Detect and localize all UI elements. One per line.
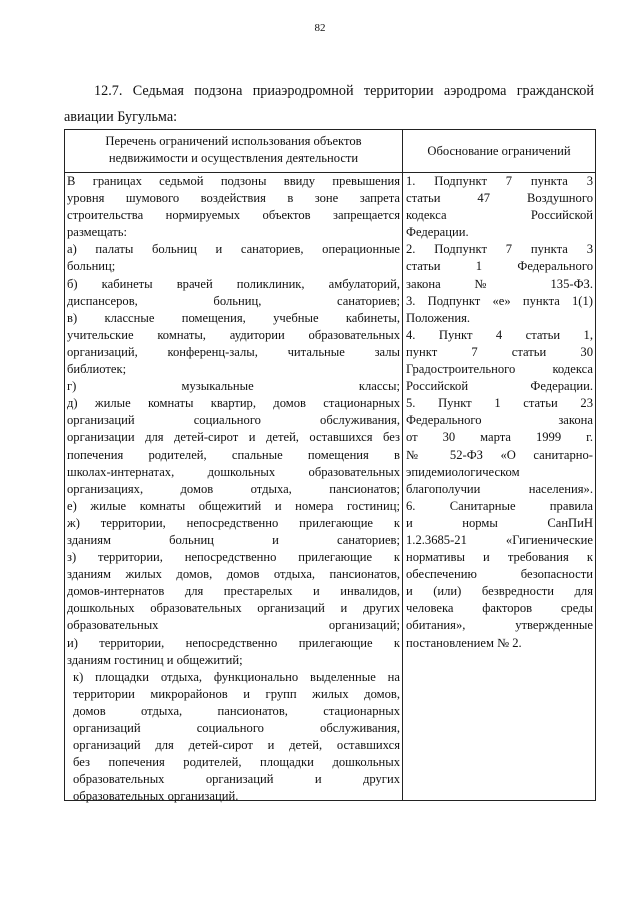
text-line: человека факторов среды [406,601,593,616]
text-line: организаций социального обслуживания, [67,413,400,428]
text-line: Федерации. [406,225,469,240]
text-line: без попечения родителей, площадки дошкольных [73,755,400,770]
page-number: 82 [314,22,326,34]
text-line: образовательных организаций; [67,618,400,633]
text-line: и нормы СанПиН [406,515,593,530]
text-line: д) жилые комнаты квартир, домов стационарных [67,396,400,411]
text-line: Федерального закона [406,413,593,428]
text-line: 4. Пункт 4 статьи 1, [406,327,593,342]
left-lines-block [67,173,400,669]
text-line: от 30 марта 1999 г. [406,430,593,445]
right-lines-block [406,173,593,652]
text-line: зданиям жилых домов, домов отдыха, пансионатов, [67,567,400,582]
text-line: з) территории, непосредственно прилегающие к [67,550,400,565]
text-line: 6. Санитарные правила [406,498,593,513]
text-line: зданиям гостиниц и общежитий; [67,652,243,667]
text-line: строительства нормируемых объектов запрещается [67,208,400,223]
text-line: обеспечению безопасности [406,567,593,582]
justification-cell [406,173,593,652]
text-line: образовательных организаций. [73,789,239,804]
text-line: Положения. [406,310,471,325]
text-line: организаций социального обслуживания, [73,721,400,735]
text-line: 3. Подпункт «е» пункта 1(1) [406,293,593,308]
text-line: статьи 1 Федерального [406,259,593,274]
text-line: диспансеров, больниц, санаториев; [67,293,400,308]
text-line: эпидемиологическом [406,464,520,479]
text-line: пункт 7 статьи 30 [406,344,593,359]
header-restrictions-list: Перечень ограничений использования объектов недвижимости и осуществления деятельности [105,134,362,165]
text-line: 1.2.3685-21 «Гигиенические [406,532,593,547]
text-line: Градостроительного кодекса [406,362,593,377]
text-line: учительские комнаты, аудитории образовательных [67,327,400,342]
text-line: и) территории, непосредственно прилегающие к [67,635,400,650]
text-line: образовательных организаций и других [73,772,400,787]
text-line: б) кабинеты врачей поликлиник, амбулаторий, [67,276,400,291]
text-line: г) музыкальные классы; [67,379,400,394]
text-line: закона № 135-ФЗ. [406,276,593,291]
text-line: благополучии населения». [406,481,593,496]
text-line: к) площадки отдыха, функционально выделенные на [73,669,400,684]
text-line: зданиям больниц и санаториев; [67,532,400,547]
text-line: дошкольных образовательных организаций и других [67,601,400,616]
text-line: школах-интернатах, дошкольных образовательных [67,464,400,479]
text-line: организаций, конференц-залы, читальные залы [67,344,400,359]
text-line: библиотек; [67,362,127,377]
text-line: организаций для детей-сирот и детей, оставшихся [73,738,400,753]
text-line: и (или) безвредности для [406,584,593,599]
restrictions-table [64,129,596,804]
text-line: домов отдыха, пансионатов, стационарных [73,703,400,718]
left-k-lines-block [67,669,400,806]
text-line: обитания», утвержденные [406,618,593,633]
text-line: В границах седьмой подзоны ввиду превышения [67,174,400,188]
text-line: № 52-ФЗ «О санитарно- [406,447,593,462]
text-line: в) классные помещения, учебные кабинеты, [67,310,400,325]
text-line: размещать: [67,225,127,240]
header-justification: Обоснование ограничений [427,143,571,158]
text-line: домов-интернатов для престарелых и инвалидов, [67,584,400,599]
text-line: постановлением № 2. [406,635,522,650]
text-line: больниц; [67,259,116,274]
text-line: 5. Пункт 1 статьи 23 [406,396,593,411]
column-divider [402,130,403,800]
text-line: Российской Федерации. [406,379,593,394]
text-line: 1. Подпункт 7 пункта 3 [406,174,593,188]
restrictions-cell [67,173,400,805]
text-line: а) палаты больниц и санаториев, операционные [67,242,400,257]
text-line: кодекса Российской [406,208,593,223]
text-line: 2. Подпункт 7 пункта 3 [406,242,593,257]
text-line: е) жилые комнаты общежитий и номера гостиниц; [67,498,400,513]
text-line: территории микрорайонов и групп жилых домов, [73,686,400,701]
text-line: организациях, домов отдыха, пансионатов; [67,481,400,496]
text-line: статьи 47 Воздушного [406,191,593,206]
text-line: уровня шумового воздействия в зоне запрета [67,191,400,206]
text-line: ж) территории, непосредственно прилегающие к [67,515,400,530]
section-heading: 12.7. Седьмая подзона приаэродромной территории аэродрома гражданской авиации Бугульма: [64,83,594,125]
text-line: нормативы и требования к [406,550,593,565]
text-line: организации для детей-сирот и детей, оставшихся без [67,430,400,445]
text-line: попечения родителей, спальные помещения в [67,447,400,462]
